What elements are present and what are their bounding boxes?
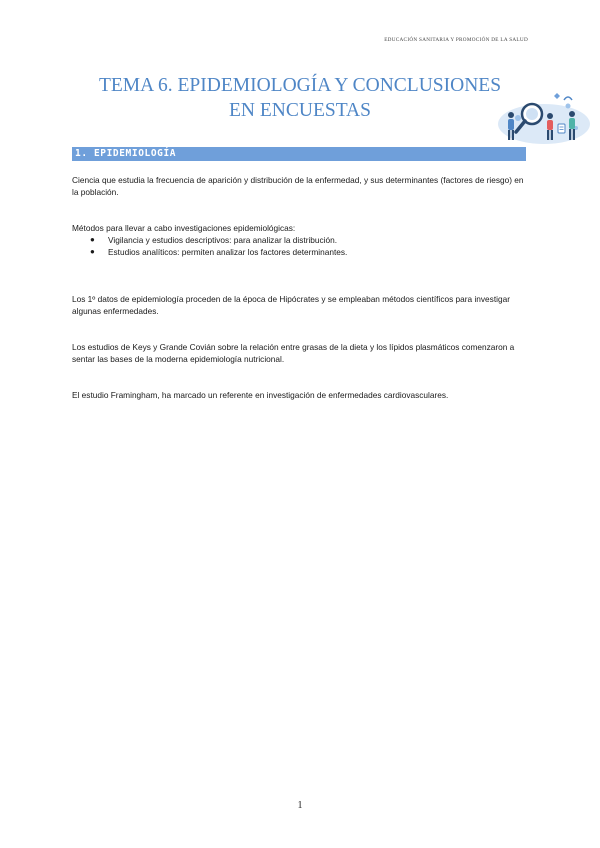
document-title (60, 73, 540, 123)
methods-intro-paragraph: Métodos para llevar a cabo investigaciones epidemiológicas: (72, 223, 296, 233)
bullet-icon: ● (90, 235, 95, 244)
keys-covian-paragraph: Los estudios de Keys y Grande Covián sobre la relación entre grasas de la dieta y los lípidos plasmáticos comenzaron a sentar las bases de la moderna epidemiología nutricional. (72, 342, 515, 365)
list-item (90, 246, 510, 258)
history-paragraph: Los 1º datos de epidemiología proceden de la época de Hipócrates y se empleaban métodos científicos para investigar algunas enfermedades. (72, 294, 510, 317)
section-heading-bar (72, 147, 526, 161)
list-item (90, 234, 510, 246)
bullet-icon: ● (90, 247, 95, 257)
list-item-text: Estudios analíticos: permiten analizar los factores determinantes. (108, 247, 348, 258)
list-item-text: Vigilancia y estudios descriptivos: para analizar la distribución. (108, 235, 338, 245)
epidemiology-illustration-icon (494, 88, 590, 146)
title-line-1: TEMA 6. EPIDEMIOLOGÍA Y CONCLUSIONES (98, 75, 502, 96)
running-header: EDUCACIÓN SANITARIA Y PROMOCIÓN DE LA SALUD (384, 37, 528, 43)
title-line-2: EN ENCUESTAS (229, 100, 371, 121)
methods-list (90, 234, 510, 259)
page-number: 1 (297, 800, 303, 811)
framingham-paragraph: El estudio Framingham, ha marcado un referente en investigación de enfermedades cardiovasculares. (72, 390, 449, 400)
section-heading: 1. EPIDEMIOLOGÍA (75, 148, 177, 159)
definition-paragraph: Ciencia que estudia la frecuencia de aparición y distribución de la enfermedad, y sus determinantes (factores de riesgo) en la población. (72, 175, 524, 198)
